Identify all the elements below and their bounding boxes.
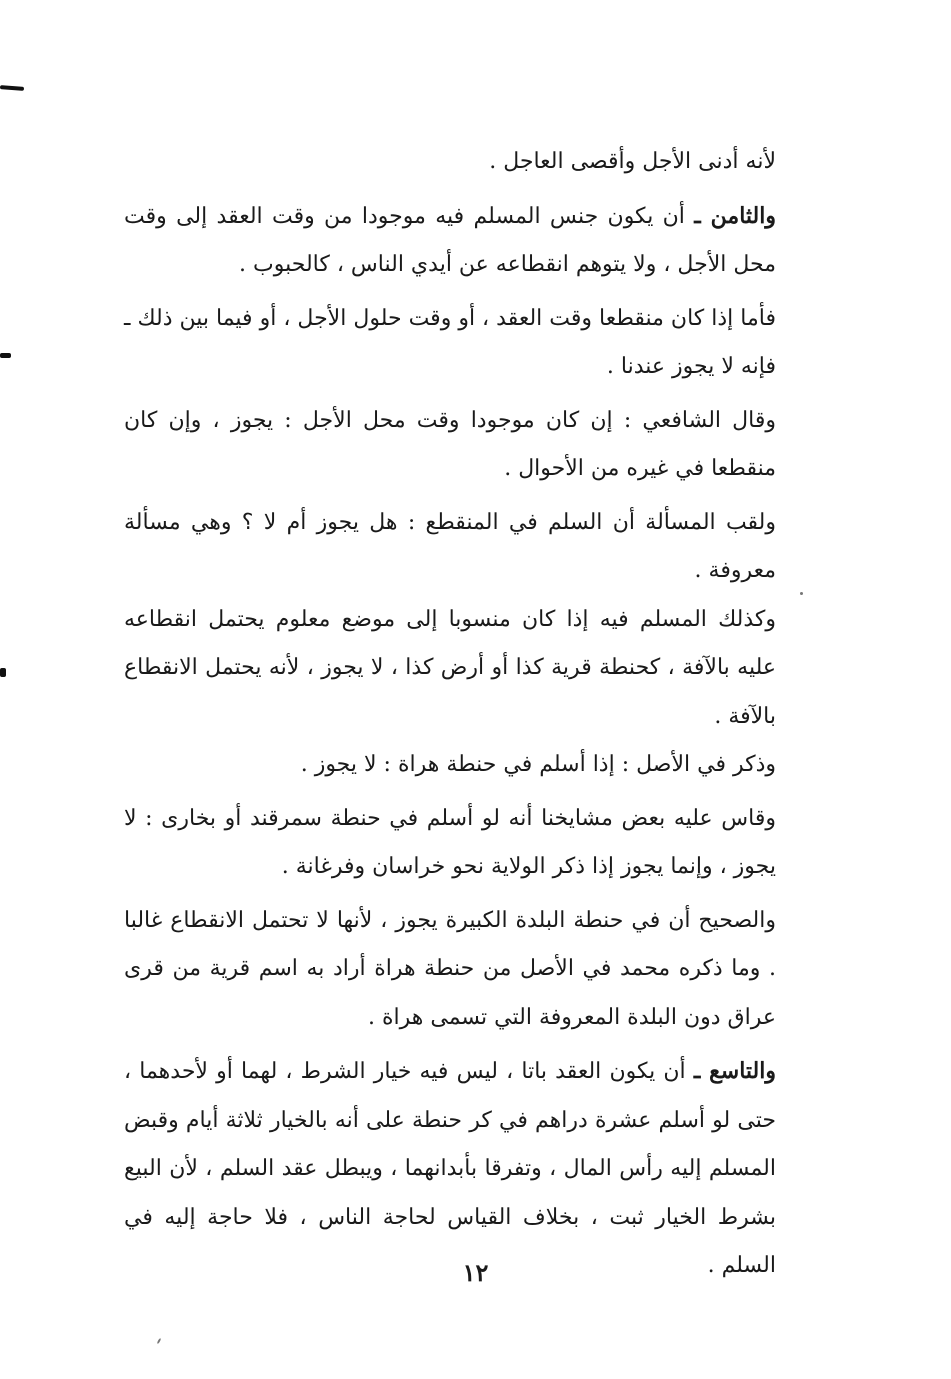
paragraph-lead: والتاسع ـ [693,1058,777,1084]
paragraph-text: وقال الشافعي : إن كان موجودا وقت محل الأجل : يجوز ، وإن كان منقطعا في غيره من الأحوال . [124,407,776,481]
paragraph [124,138,776,187]
paragraph [124,1047,776,1291]
paragraph-text: وكذلك المسلم فيه إذا كان منسوبا إلى موضع معلوم يحتمل انقطاعه عليه بالآفة ، كحنطة قرية كذا أو أرض كذا ، لا يجوز ، لأنه يحتمل الانقطاع بالآفة . [124,606,776,729]
page-number: ١٢ [462,1258,489,1287]
paragraph-text: لأنه أدنى الأجل وأقصى العاجل . [489,149,776,174]
paragraph-text: أن يكون جنس المسلم فيه موجودا من وقت العقد إلى وقت محل الأجل ، ولا يتوهم انقطاعه عن أيدي الناس ، كالحبوب . [124,203,776,277]
scan-edge-mark [0,668,6,677]
paragraph [124,741,776,790]
paragraph [124,397,776,494]
paragraph [124,295,776,392]
paragraph-text: ولقب المسألة أن السلم في المنقطع : هل يجوز أم لا ؟ وهي مسألة معروفة . [124,509,776,583]
scan-edge-mark [0,85,24,91]
paragraph-text: وذكر في الأصل : إذا أسلم في حنطة هراة : لا يجوز . [300,752,776,777]
scan-edge-mark [0,353,11,358]
paragraph-text: أن يكون العقد باتا ، ليس فيه خيار الشرط ، لهما أو لأحدهما ، حتى لو أسلم عشرة دراهم في كر حنطة على أنه بالخيار ثلاثة أيام وقبض المسلم إليه رأس المال ، وتفرقا بأبدانهما ، ويبطل عقد السلم ، لأن البيع بشرط الخيار ثبت ، بخلاف القياس لحاجة الناس ، فلا حاجة إليه في السلم . [124,1059,776,1278]
body-text [124,138,776,1296]
paragraph-text: والصحيح أن في حنطة البلدة الكبيرة يجوز ، لأنها لا تحتمل الانقطاع غالبا . وما ذكره محمد في الأصل من حنطة هراة أراد به اسم قرية من قرى عراق دون البلدة المعروفة التي تسمى هراة . [124,907,776,1030]
scan-speck [157,1338,162,1344]
paragraph-text: وقاس عليه بعض مشايخنا أنه لو أسلم في حنطة سمرقند أو بخارى : لا يجوز ، وإنما يجوز إذا ذكر الولاية نحو خراسان وفرغانة . [124,805,776,879]
paragraph [124,499,776,596]
scan-speck [800,592,803,595]
paragraph-text: فأما إذا كان منقطعا وقت العقد ، أو وقت حلول الأجل ، أو فيما بين ذلك ـ فإنه لا يجوز عندنا . [124,305,776,379]
paragraph [124,192,776,290]
paragraph-lead: والثامن ـ [694,202,776,229]
paragraph [124,795,776,892]
paragraph [124,897,776,1043]
paragraph [124,596,776,742]
